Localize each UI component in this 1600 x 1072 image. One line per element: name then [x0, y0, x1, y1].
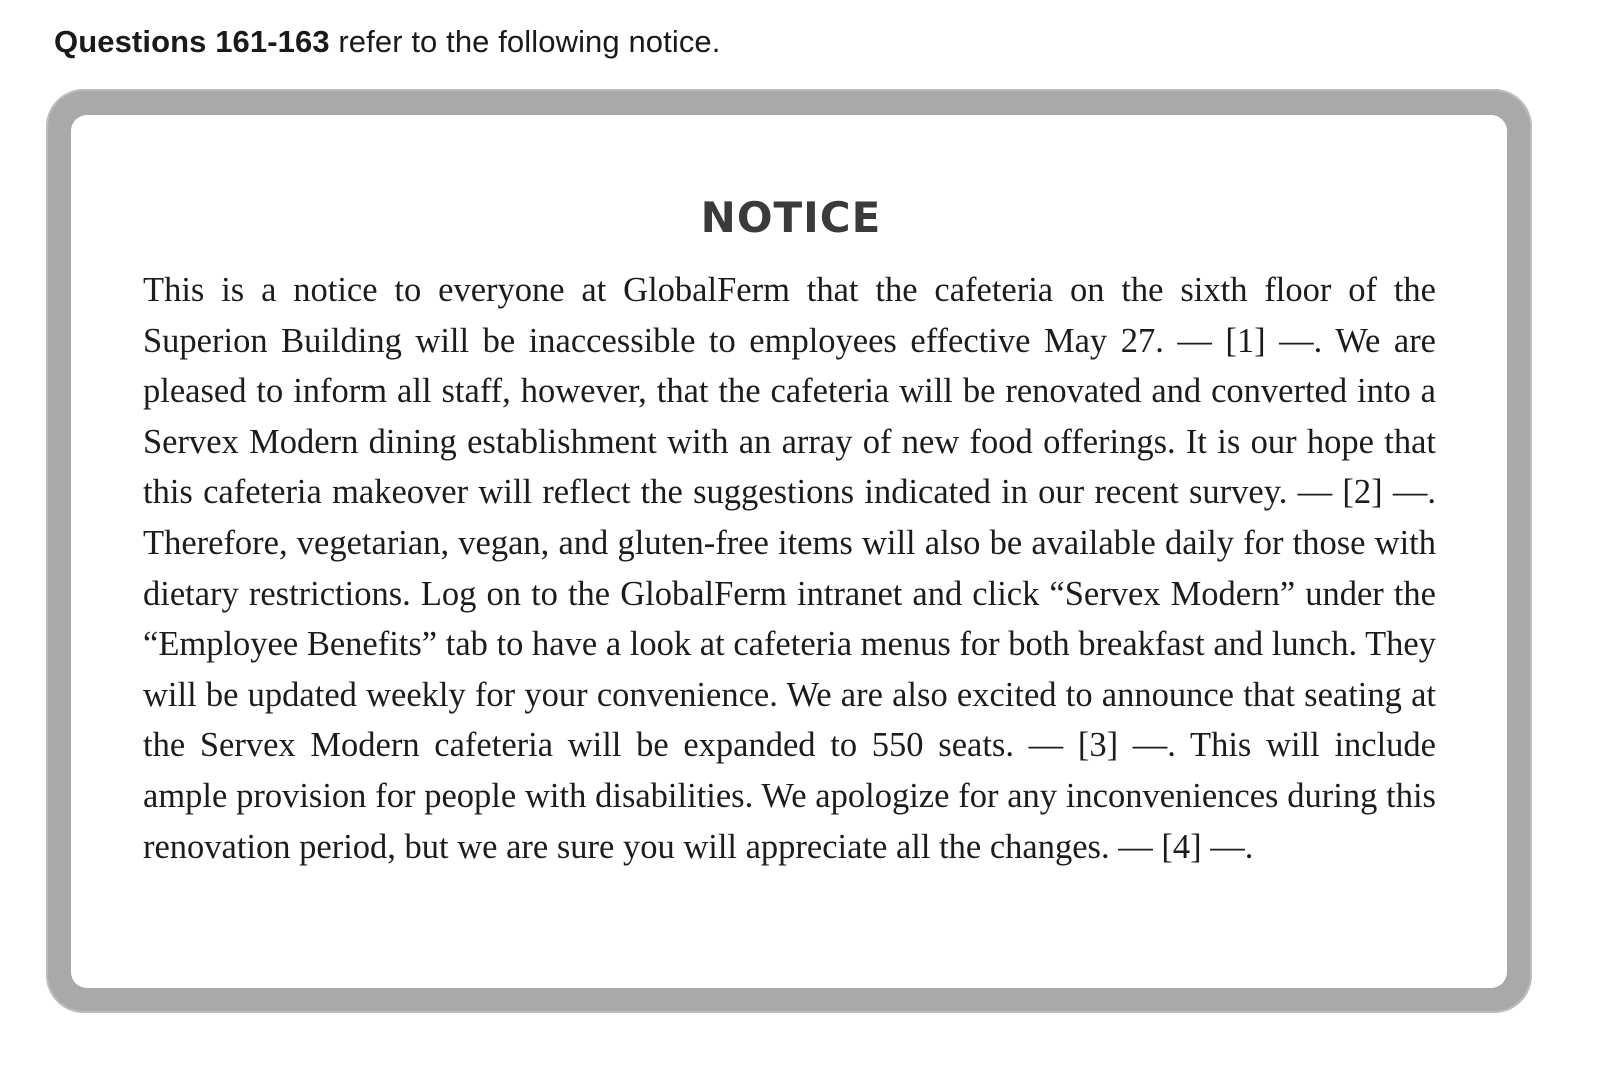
notice-title: NOTICE [700, 193, 882, 242]
question-range: Questions 161-163 [54, 24, 330, 59]
notice-body: This is a notice to everyone at GlobalFerm that the cafeteria on the sixth floor of the Superion Building will be inaccessible to employees effective May 27. — [1] —. We are pleased to inform all staff, however, that the cafeteria will be renovated and converted into a Servex Modern dining establishment with an array of new food offerings. It is our hope that this cafeteria makeover will reflect the suggestions indicated in our recent survey. — [2] —. Therefore, vegetarian, vegan, and gluten-free items will also be available daily for those with dietary restrictions. Log on to the GlobalFerm intranet and click “Servex Modern” under the “Employee Benefits” tab to have a look at cafeteria menus for both breakfast and lunch. They will be updated weekly for your convenience. We are also excited to announce that seating at the Servex Modern cafeteria will be expanded to 550 seats. — [3] —. This will include ample provision for people with disabilities. We apologize for any inconveniences during this renovation period, but we are sure you will appreciate all the changes. — [4] —. [143, 271, 1436, 866]
question-intro-text: refer to the following notice. [329, 24, 721, 59]
question-instruction [54, 24, 720, 60]
notice-panel [71, 115, 1507, 988]
